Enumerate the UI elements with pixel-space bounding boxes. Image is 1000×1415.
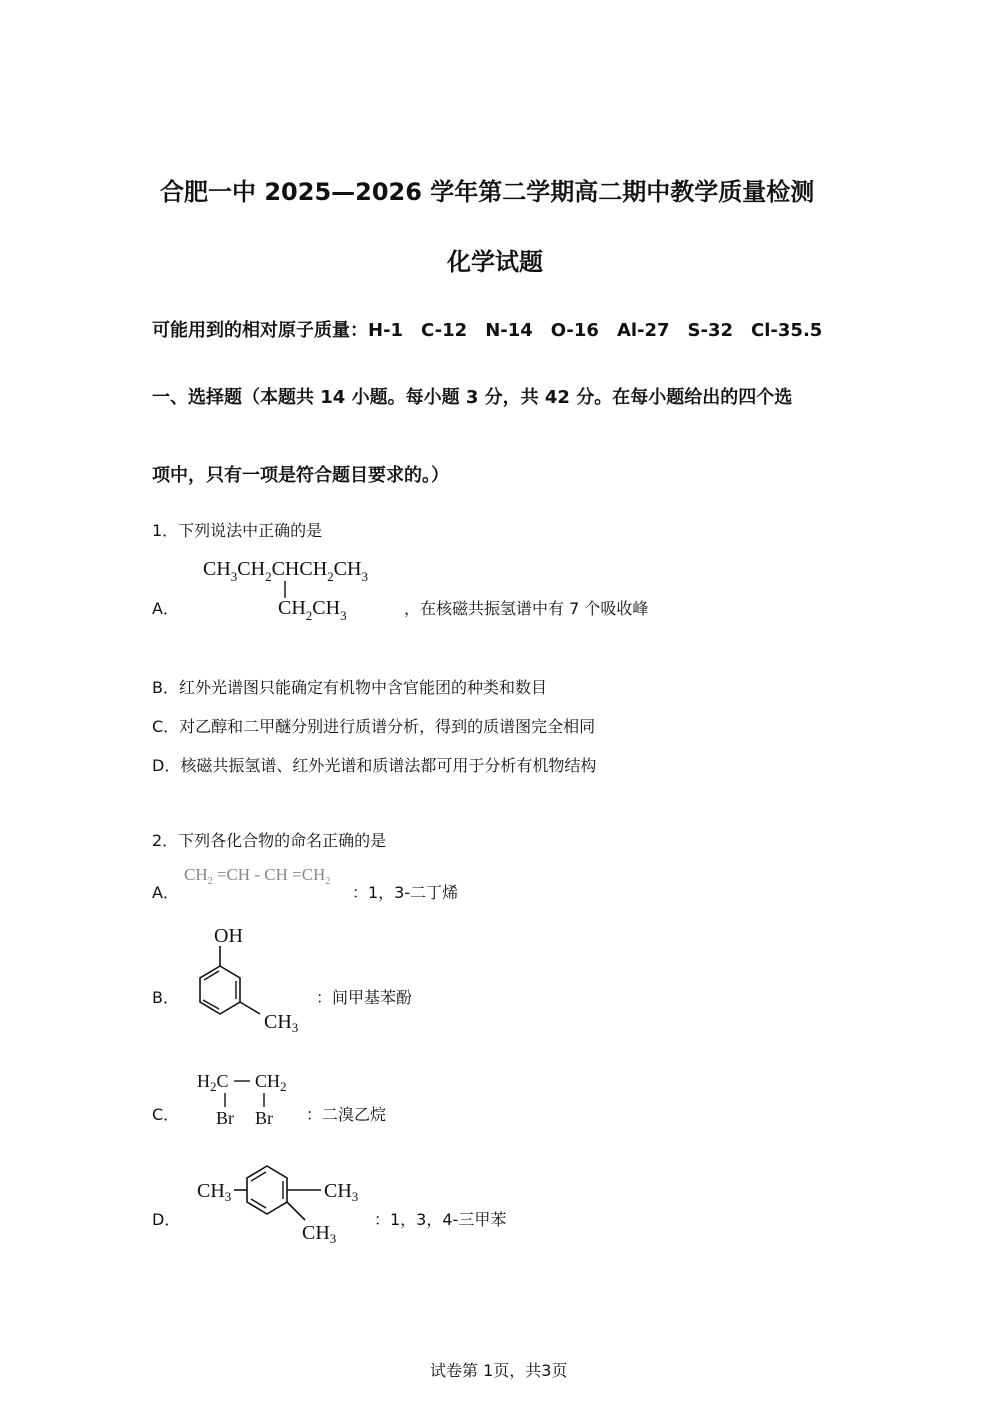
svg-text:CH2 =CH - CH =CH2: $CH_2 =CH$ - CH $=CH_2$ — [184, 865, 331, 887]
q2-option-a-text: ：1，3-二丁烯 — [352, 883, 459, 902]
svg-text:OH: OH — [214, 925, 243, 947]
q1-option-a-text: ，在核磁共振氢谱中有 7 个吸收峰 — [404, 599, 649, 618]
svg-text:CH3: $CH_3$ — [197, 1180, 232, 1204]
q2-stem: 2．下列各化合物的命名正确的是 — [152, 831, 387, 850]
section-heading-line1: 一、选择题（本题共 14 小题。每小题 3 分，共 42 分。在每小题给出的四个选 — [152, 387, 793, 408]
svg-text:CH3: $CH_3$ — [264, 1011, 299, 1034]
q2-structure-m-cresol — [190, 924, 310, 1034]
section-heading-line2: 项中，只有一项是符合题目要求的。） — [152, 465, 449, 486]
svg-text:CH2CH3: $CH_2CH_3$ — [278, 597, 347, 623]
q1-option-a-label: A． — [152, 599, 179, 618]
q2-option-c-label: C． — [152, 1105, 180, 1124]
q1-structure-3-ethylpentane — [200, 552, 400, 627]
q1-option-b: B．红外光谱图只能确定有机物中含官能团的种类和数目 — [152, 678, 547, 697]
q2-option-b-label: B． — [152, 988, 179, 1007]
q2-structure-trimethylbenzene — [194, 1158, 374, 1248]
q2-structure-butadiene — [182, 860, 352, 890]
subject-title: 化学试题 — [447, 248, 543, 276]
q2-option-d-text: ：1，3，4-三甲苯 — [374, 1210, 507, 1229]
q2-option-b-text: ：间甲基苯酚 — [316, 988, 413, 1007]
q2-option-a-label: A． — [152, 883, 179, 902]
q2-option-c-text: ：二溴乙烷 — [306, 1105, 387, 1124]
svg-text:CH3: $CH_3$ — [324, 1180, 359, 1204]
svg-text:Br: Br — [216, 1108, 234, 1128]
q1-option-c: C．对乙醇和二甲醚分别进行质谱分析，得到的质谱图完全相同 — [152, 717, 596, 736]
svg-text:Br: Br — [255, 1108, 273, 1128]
svg-text:CH2: $CH_2$ — [255, 1071, 287, 1094]
page-footer: 试卷第 1页，共3页 — [430, 1361, 568, 1380]
svg-text:CH3: $CH_3$ — [302, 1222, 337, 1246]
q2-structure-dibromoethane — [194, 1066, 304, 1131]
q2-option-d-label: D． — [152, 1210, 181, 1229]
svg-text:CH3CH2CHCH2CH3: $CH_3CH_2CHCH_2CH_3$ — [203, 558, 368, 584]
q1-option-d: D．核磁共振氢谱、红外光谱和质谱法都可用于分析有机物结构 — [152, 756, 597, 775]
atomic-masses: 可能用到的相对原子质量：H-1 C-12 N-14 O-16 Al-27 S-32 Cl-35.5 — [152, 320, 823, 341]
svg-text:H2C: $H_2C$ — [197, 1071, 229, 1094]
q1-stem: 1．下列说法中正确的是 — [152, 521, 323, 540]
exam-title: 合肥一中 2025—2026 学年第二学期高二期中教学质量检测 — [160, 178, 815, 206]
